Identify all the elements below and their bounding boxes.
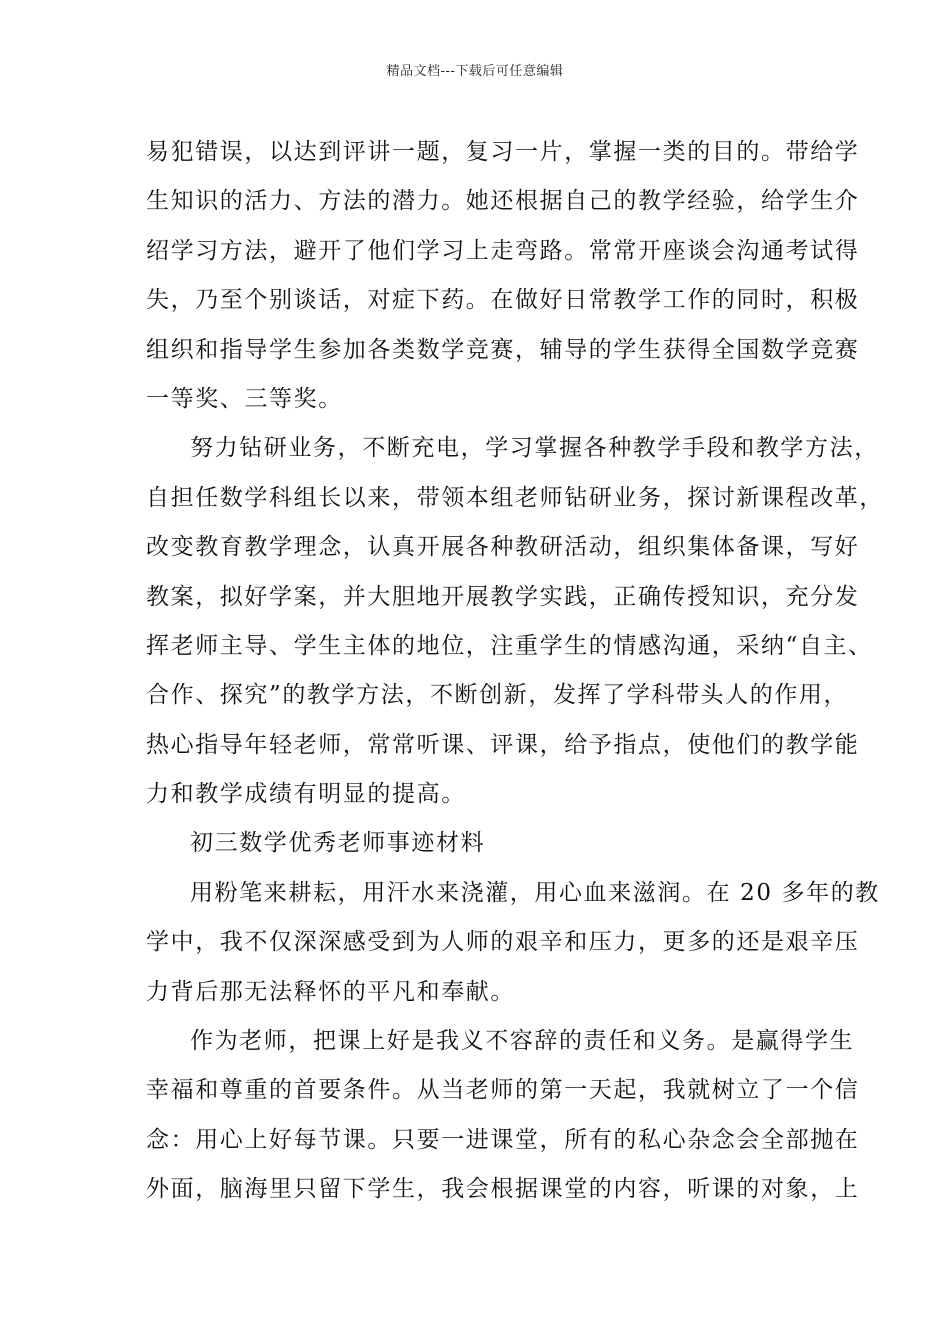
text-line: 生知识的活力、方法的潜力。她还根据自己的教学经验，给学生介 [146, 188, 860, 215]
text-line: 力和教学成绩有明显的提高。 [146, 781, 466, 808]
text-line: 努力钻研业务，不断充电，学习掌握各种教学手段和教学方法， [190, 435, 879, 462]
text-line: 失，乃至个别谈话，对症下药。在做好日常教学工作的同时，积极 [146, 287, 860, 314]
text-line: 一等奖、三等奖。 [146, 385, 343, 412]
text-line: 作为老师，把课上好是我义不容辞的责任和义务。是赢得学生 [190, 1028, 855, 1055]
section-title: 初三数学优秀老师事迹材料 [190, 830, 486, 857]
text-line: 外面，脑海里只留下学生，我会根据课堂的内容，听课的对象，上 [146, 1176, 860, 1203]
page-header: 精品文档---下载后可任意编辑 [386, 64, 564, 79]
text-line: 组织和指导学生参加各类数学竞赛，辅导的学生获得全国数学竞赛 [146, 336, 860, 363]
text-line: 合作、探究”的教学方法，不断创新，发挥了学科带头人的作用， [146, 682, 849, 709]
text-line: 教案，拟好学案，并大胆地开展教学实践，正确传授知识，充分发 [146, 583, 860, 610]
text-line: 力背后那无法释怀的平凡和奉献。 [146, 978, 515, 1005]
text-line: 学中，我不仅深深感受到为人师的艰辛和压力，更多的还是艰辛压 [146, 929, 860, 956]
text-line: 挥老师主导、学生主体的地位，注重学生的情感沟通，采纳“自主、 [146, 632, 873, 659]
text-line: 绍学习方法，避开了他们学习上走弯路。常常开座谈会沟通考试得 [146, 237, 860, 264]
text-line: 念：用心上好每节课。只要一进课堂，所有的私心杂念会全部抛在 [146, 1126, 860, 1153]
text-line: 幸福和尊重的首要条件。从当老师的第一天起，我就树立了一个信 [146, 1077, 860, 1104]
text-line: 改变教育教学理念，认真开展各种教研活动，组织集体备课，写好 [146, 534, 860, 561]
text-line: 自担任数学科组长以来，带领本组老师钻研业务，探讨新课程改革， [146, 484, 884, 511]
text-line: 热心指导年轻老师，常常听课、评课，给予指点，使他们的教学能 [146, 731, 860, 758]
text-line: 易犯错误，以达到评讲一题，复习一片，掌握一类的目的。带给学 [146, 139, 860, 165]
text-line: 用粉笔来耕耘，用汗水来浇灌，用心血来滋润。在 20 多年的教 [190, 879, 880, 906]
body-text [146, 128, 884, 1215]
